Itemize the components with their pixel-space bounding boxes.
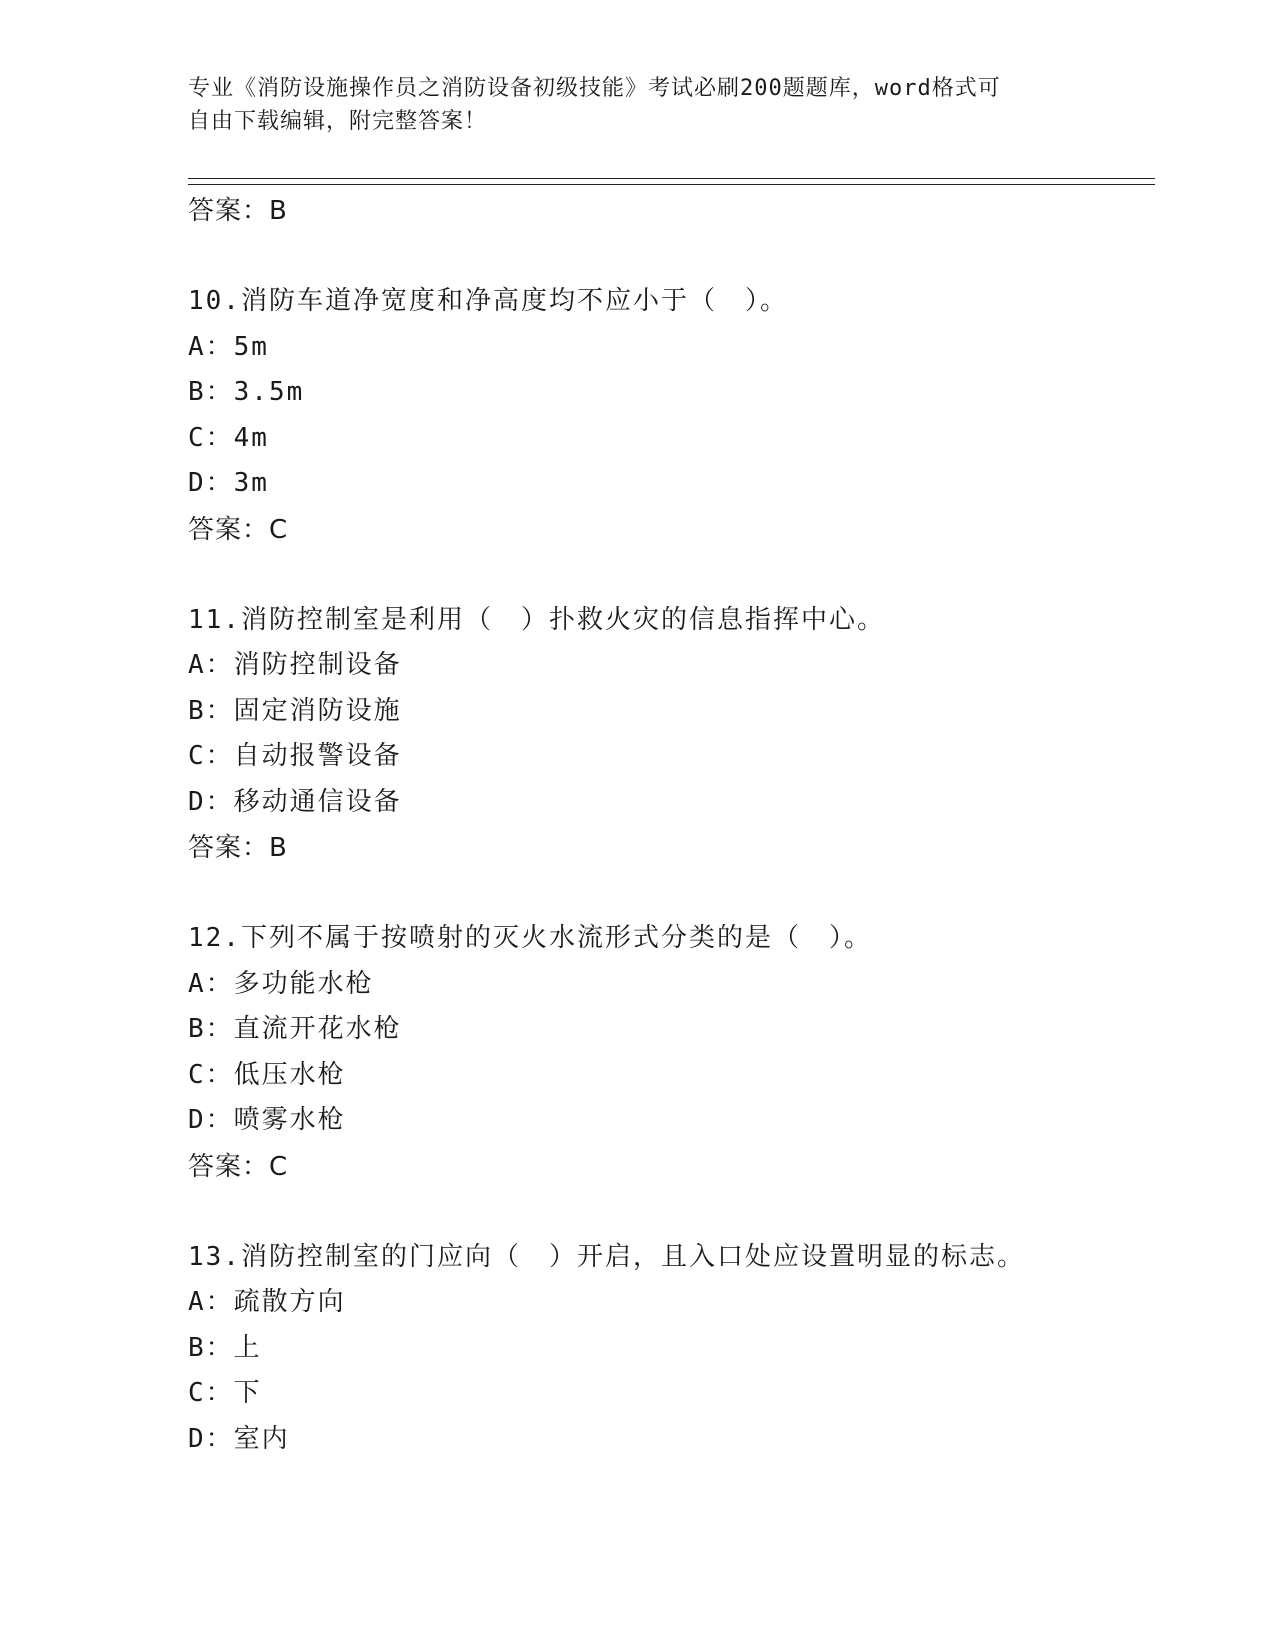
option-a: A：5m <box>188 331 269 362</box>
option-a: A：消防控制设备 <box>188 650 402 680</box>
option-c: C：低压水枪 <box>188 1059 346 1090</box>
option-c: C：4m <box>188 422 269 453</box>
option-a: A：多功能水枪 <box>188 968 374 999</box>
answer: 答案：C <box>188 1151 289 1182</box>
option-b: B：上 <box>188 1332 262 1363</box>
answer-9: 答案：B <box>188 196 288 226</box>
document-header <box>188 72 1088 138</box>
option-b: B：固定消防设施 <box>188 695 402 726</box>
question-list <box>188 188 1155 1462</box>
question-13 <box>188 1235 1155 1463</box>
option-d: D：喷雾水枪 <box>188 1105 346 1135</box>
question-stem: 10.消防车道净宽度和净高度均不应小于（ ）。 <box>188 286 788 316</box>
question-11 <box>188 598 1155 872</box>
header-line-2: 自由下载编辑，附完整答案！ <box>188 109 488 134</box>
header-line-1: 专业《消防设施操作员之消防设备初级技能》考试必刷200题题库，word格式可 <box>188 76 1001 101</box>
option-d: D：移动通信设备 <box>188 786 402 817</box>
answer: 答案：B <box>188 833 288 863</box>
option-d: D：室内 <box>188 1423 290 1454</box>
option-c: C：自动报警设备 <box>188 741 402 771</box>
answer: 答案：C <box>188 514 289 545</box>
option-b: B：直流开花水枪 <box>188 1014 402 1044</box>
spacer <box>188 1190 1155 1235</box>
question-stem: 12.下列不属于按喷射的灭火水流形式分类的是（ ）。 <box>188 923 872 953</box>
option-c: C：下 <box>188 1378 262 1408</box>
spacer <box>188 871 1155 916</box>
question-10 <box>188 279 1155 553</box>
header-divider <box>188 178 1155 185</box>
spacer <box>188 553 1155 598</box>
option-d: D：3m <box>188 468 269 498</box>
question-stem: 11.消防控制室是利用（ ）扑救火灾的信息指挥中心。 <box>188 604 885 635</box>
question-12 <box>188 916 1155 1190</box>
question-stem: 13.消防控制室的门应向（ ）开启，且入口处应设置明显的标志。 <box>188 1241 1025 1272</box>
spacer <box>188 234 1155 279</box>
option-a: A：疏散方向 <box>188 1287 346 1317</box>
option-b: B：3.5m <box>188 377 305 407</box>
